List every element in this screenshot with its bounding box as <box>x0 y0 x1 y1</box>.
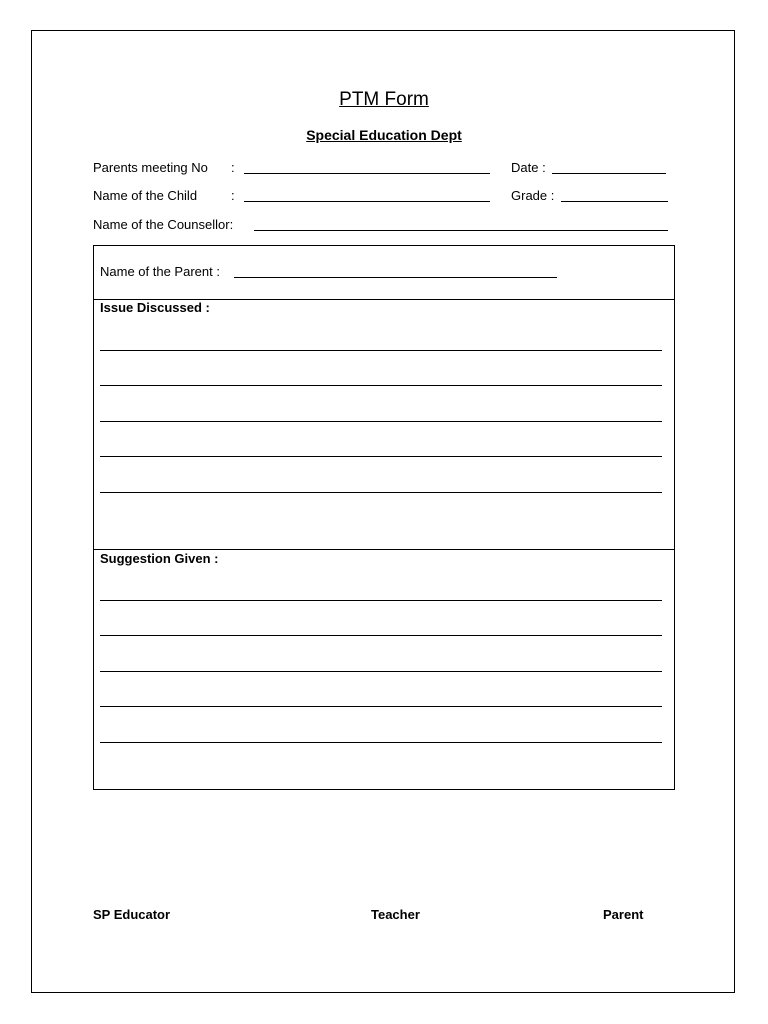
issue-line[interactable] <box>100 350 662 351</box>
parent-signature-label: Parent <box>603 907 644 922</box>
child-name-colon: : <box>231 188 235 203</box>
parent-name-label: Name of the Parent : <box>100 264 220 279</box>
sp-educator-signature-label: SP Educator <box>93 907 171 922</box>
child-name-label: Name of the Child <box>93 188 198 203</box>
issue-line[interactable] <box>100 456 662 457</box>
teacher-signature-label: Teacher <box>371 907 420 922</box>
meeting-no-colon: : <box>231 160 235 175</box>
suggestion-line[interactable] <box>100 742 662 743</box>
suggestion-given-label: Suggestion Given : <box>100 551 219 566</box>
issue-discussed-label: Issue Discussed : <box>100 300 210 315</box>
form-title: PTM Form <box>339 89 429 110</box>
issue-line[interactable] <box>100 421 662 422</box>
issue-line[interactable] <box>100 385 662 386</box>
counsellor-label: Name of the Counsellor: <box>93 217 234 232</box>
grade-field[interactable] <box>561 201 668 202</box>
suggestion-line[interactable] <box>100 600 662 601</box>
form-subtitle: Special Education Dept <box>306 127 462 143</box>
child-name-field[interactable] <box>244 201 490 202</box>
counsellor-field[interactable] <box>254 230 668 231</box>
suggestion-given-box <box>93 549 675 790</box>
suggestion-line[interactable] <box>100 671 662 672</box>
meeting-no-label: Parents meeting No <box>93 160 208 175</box>
suggestion-line[interactable] <box>100 706 662 707</box>
grade-label: Grade : <box>511 188 555 203</box>
suggestion-line[interactable] <box>100 635 662 636</box>
date-label: Date : <box>511 160 546 175</box>
issue-discussed-box <box>93 299 675 550</box>
parent-name-field[interactable] <box>234 277 557 278</box>
meeting-no-field[interactable] <box>244 173 490 174</box>
issue-line[interactable] <box>100 492 662 493</box>
date-field[interactable] <box>552 173 666 174</box>
